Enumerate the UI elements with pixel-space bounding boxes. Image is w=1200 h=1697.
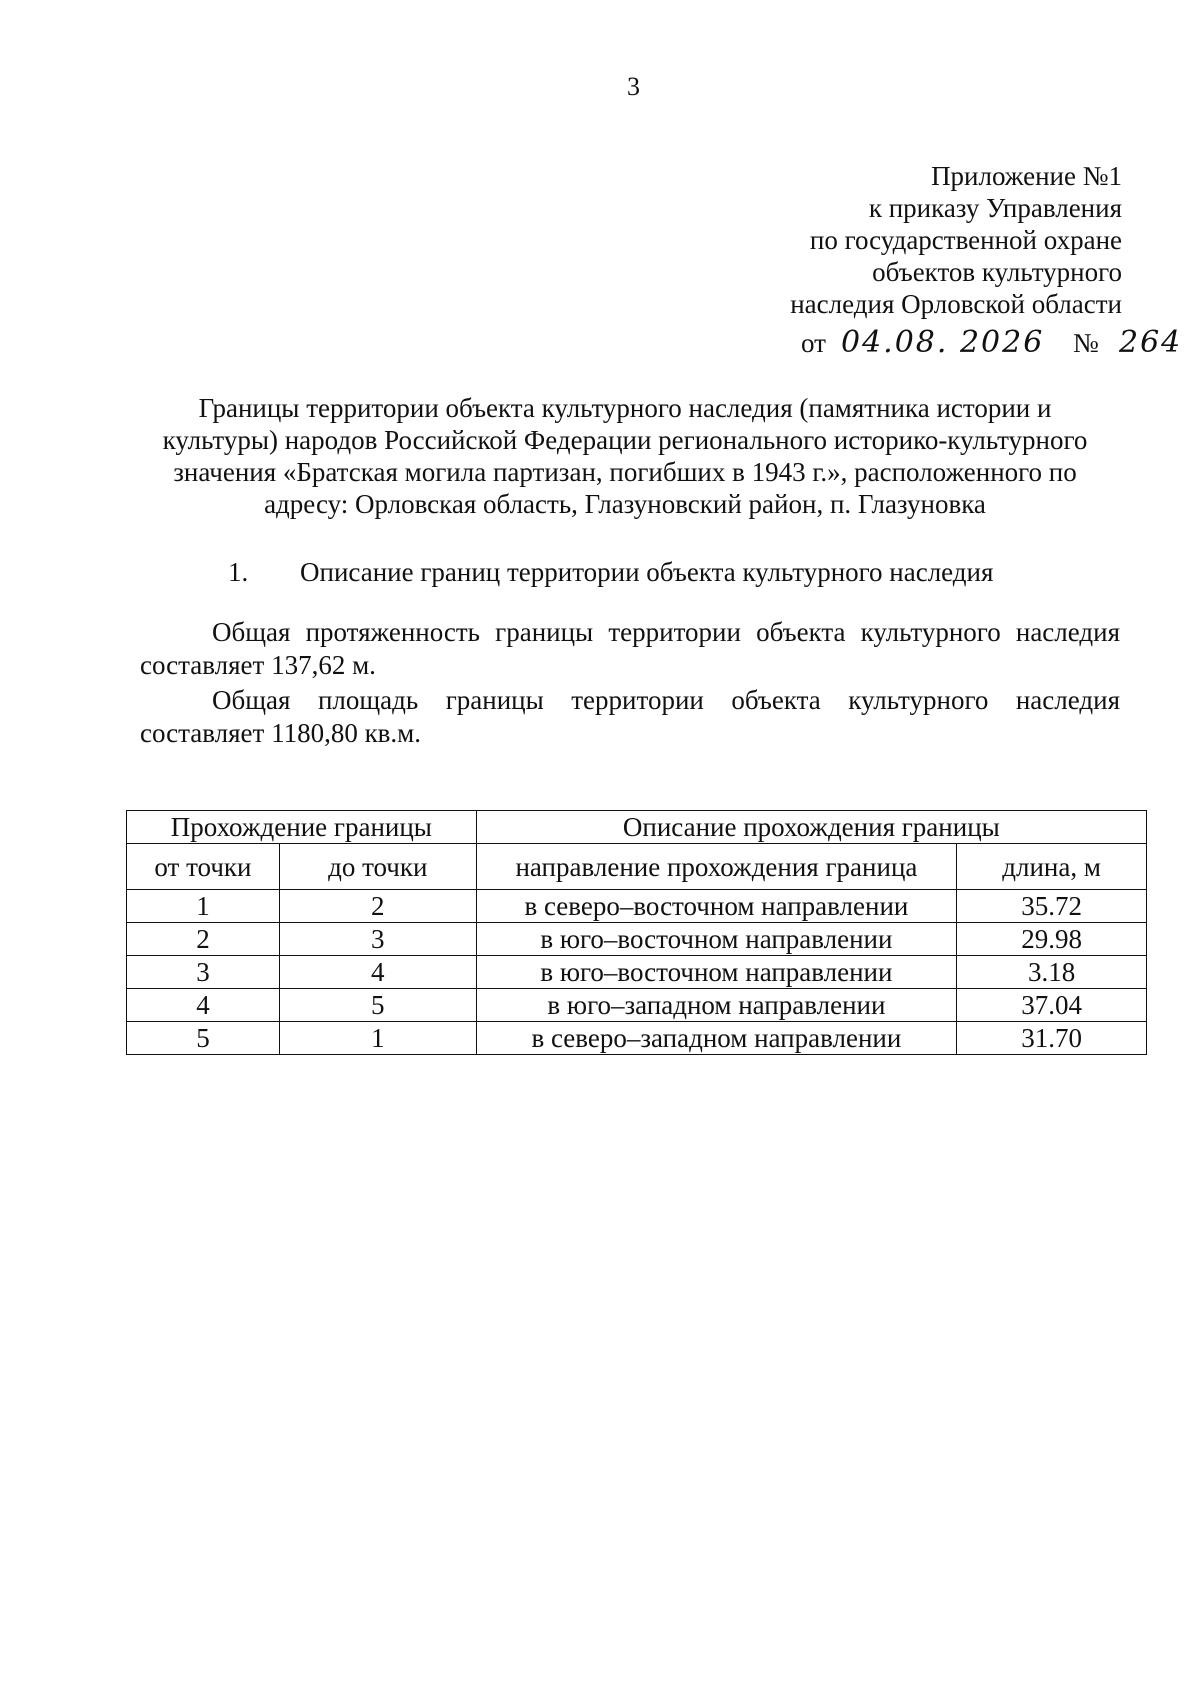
cell-direction: в юго–западном направлении (476, 989, 956, 1022)
boundary-table (126, 810, 1147, 1055)
order-date-number-line (801, 325, 1181, 365)
section-title: Описание границ территории объекта культурного наследия (300, 557, 994, 587)
cell-to-point: 4 (279, 956, 476, 989)
cell-to-point: 5 (279, 989, 476, 1022)
table-row (127, 890, 1147, 923)
cell-from-point: 4 (127, 989, 280, 1022)
table-row (127, 989, 1147, 1022)
cell-to-point: 2 (279, 890, 476, 923)
cell-to-point: 3 (279, 923, 476, 956)
paragraph-total-area: Общая площадь границы территории объекта культурного наследия составляет 1180,80 кв.м. (140, 685, 1120, 748)
appendix-line: к приказу Управления (868, 193, 1122, 223)
cell-from-point: 3 (127, 956, 280, 989)
cell-length: 35.72 (957, 890, 1147, 923)
column-header-from-point: от точки (127, 844, 280, 890)
appendix-line: объектов культурного (872, 257, 1122, 287)
cell-from-point: 2 (127, 923, 280, 956)
cell-direction: в юго–восточном направлении (476, 956, 956, 989)
cell-length: 31.70 (957, 1022, 1147, 1055)
table-row (127, 956, 1147, 989)
group-header-boundary-passage: Прохождение границы (127, 811, 477, 844)
document-title (135, 392, 1115, 520)
date-prefix: от (801, 328, 826, 358)
cell-to-point: 1 (279, 1022, 476, 1055)
order-number-handwritten: 264 (1119, 325, 1183, 360)
cell-from-point: 1 (127, 890, 280, 923)
title-line: Границы территории объекта культурного наследия (памятника истории и (198, 393, 1052, 423)
cell-direction: в северо–восточном направлении (476, 890, 956, 923)
section-number: 1. (228, 557, 249, 587)
table-group-header-row (127, 811, 1147, 844)
title-line: адресу: Орловская область, Глазуновский район, п. Глазуновка (264, 489, 986, 519)
number-prefix: № (1073, 328, 1099, 358)
appendix-line: по государственной охране (809, 225, 1122, 255)
appendix-block (790, 160, 1122, 320)
cell-length: 29.98 (957, 923, 1147, 956)
title-line: культуры) народов Российской Федерации регионального историко-культурного (162, 425, 1088, 455)
cell-length: 3.18 (957, 956, 1147, 989)
column-header-to-point: до точки (279, 844, 476, 890)
appendix-line: Приложение №1 (931, 161, 1122, 191)
column-header-direction: направление прохождения граница (476, 844, 956, 890)
cell-direction: в северо–западном направлении (476, 1022, 956, 1055)
page-number: 3 (627, 72, 640, 101)
title-line: значения «Братская могила партизан, погибших в 1943 г.», расположенного по (173, 457, 1077, 487)
table-row (127, 923, 1147, 956)
column-header-length: длина, м (957, 844, 1147, 890)
paragraph-total-length: Общая протяженность границы территории объекта культурного наследия составляет 137,62 м. (140, 617, 1120, 680)
group-header-boundary-description: Описание прохождения границы (476, 811, 1146, 844)
appendix-line: наследия Орловской области (790, 289, 1122, 319)
cell-from-point: 5 (127, 1022, 280, 1055)
table-row (127, 1022, 1147, 1055)
order-date-handwritten: 04.08. 2026 (841, 325, 1045, 360)
table-column-header-row (127, 844, 1147, 890)
cell-length: 37.04 (957, 989, 1147, 1022)
cell-direction: в юго–восточном направлении (476, 923, 956, 956)
